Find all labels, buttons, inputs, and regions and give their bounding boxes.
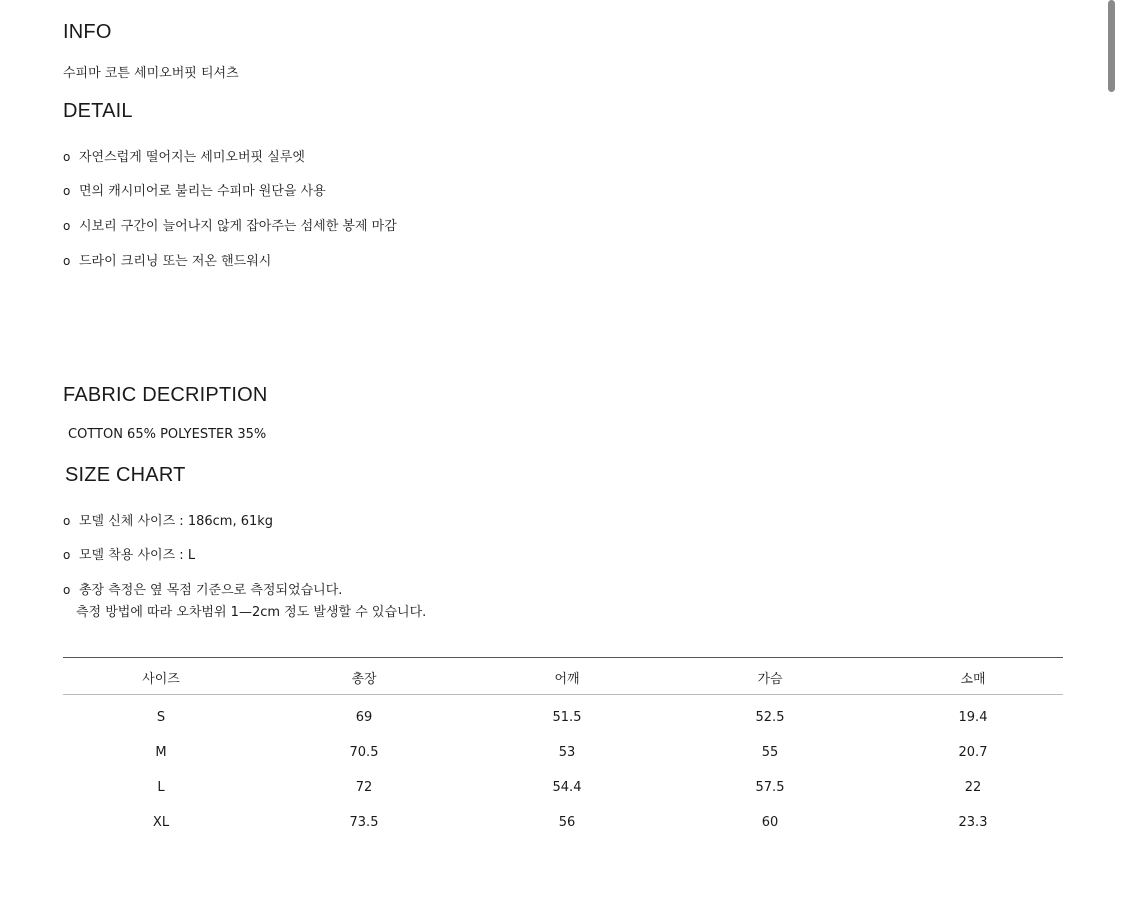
bullet-icon: o: [63, 150, 71, 164]
info-heading: INFO: [63, 21, 112, 43]
bullet-icon: o: [63, 548, 71, 562]
table-cell: 53: [558, 745, 576, 760]
table-header-cell: 소매: [960, 672, 986, 687]
detail-item-text: 시보리 구간이 늘어나지 않게 잡아주는 섬세한 봉제 마감: [79, 219, 397, 234]
detail-item-text: 자연스럽게 떨어지는 세미오버핏 실루엣: [79, 150, 305, 165]
table-header-cell: 어깨: [554, 672, 580, 687]
table-cell: 52.5: [755, 710, 785, 725]
table-cell: 60: [761, 815, 779, 830]
scrollbar[interactable]: [1108, 0, 1115, 92]
bullet-icon: o: [63, 254, 71, 268]
table-cell: 73.5: [349, 815, 379, 830]
fabric-heading: FABRIC DECRIPTION: [63, 384, 268, 406]
bullet-icon: o: [63, 219, 71, 233]
table-cell: 23.3: [958, 815, 988, 830]
table-cell: 70.5: [349, 745, 379, 760]
info-text: 수피마 코튼 세미오버핏 티셔츠: [63, 66, 239, 81]
table-cell: XL: [152, 815, 170, 830]
table-header-cell: 가슴: [757, 672, 783, 687]
bullet-icon: o: [63, 184, 71, 198]
detail-item: [63, 215, 397, 234]
table-header-cell: 총장: [351, 672, 377, 687]
size-note-text: 측정 방법에 따라 오차범위 1—2cm 정도 발생할 수 있습니다.: [76, 605, 427, 620]
detail-item: [63, 250, 271, 269]
table-cell: S: [156, 710, 166, 725]
bullet-icon: o: [63, 514, 71, 528]
size-note-text: 총장 측정은 옆 목점 기준으로 측정되었습니다.: [79, 583, 343, 598]
table-cell: 54.4: [552, 780, 582, 795]
table-cell: 20.7: [958, 745, 988, 760]
size-note-text: 모델 착용 사이즈 : L: [79, 548, 196, 563]
table-header-cell: 사이즈: [142, 672, 180, 687]
table-top-rule: [63, 657, 1063, 658]
bullet-icon: o: [63, 583, 71, 597]
table-cell: M: [155, 745, 167, 760]
size-chart-heading: SIZE CHART: [65, 464, 186, 486]
table-cell: 56: [558, 815, 576, 830]
table-cell: 69: [355, 710, 373, 725]
table-cell: 57.5: [755, 780, 785, 795]
detail-heading: DETAIL: [63, 100, 133, 122]
size-note: [63, 579, 426, 620]
table-cell: 22: [964, 780, 982, 795]
table-cell: 55: [761, 745, 779, 760]
size-note: [63, 544, 195, 563]
table-cell: 51.5: [552, 710, 582, 725]
detail-item: [63, 180, 326, 199]
size-note: [63, 510, 273, 529]
size-note-text: 모델 신체 사이즈 : 186cm, 61kg: [79, 514, 274, 529]
detail-item: [63, 146, 305, 165]
fabric-text: COTTON 65% POLYESTER 35%: [68, 427, 267, 442]
table-cell: 19.4: [958, 710, 988, 725]
detail-item-text: 면의 캐시미어로 불리는 수피마 원단을 사용: [79, 184, 326, 199]
table-cell: 72: [355, 780, 373, 795]
detail-item-text: 드라이 크리닝 또는 저온 핸드워시: [79, 254, 272, 269]
table-cell: L: [157, 780, 165, 795]
table-header-rule: [63, 694, 1063, 695]
